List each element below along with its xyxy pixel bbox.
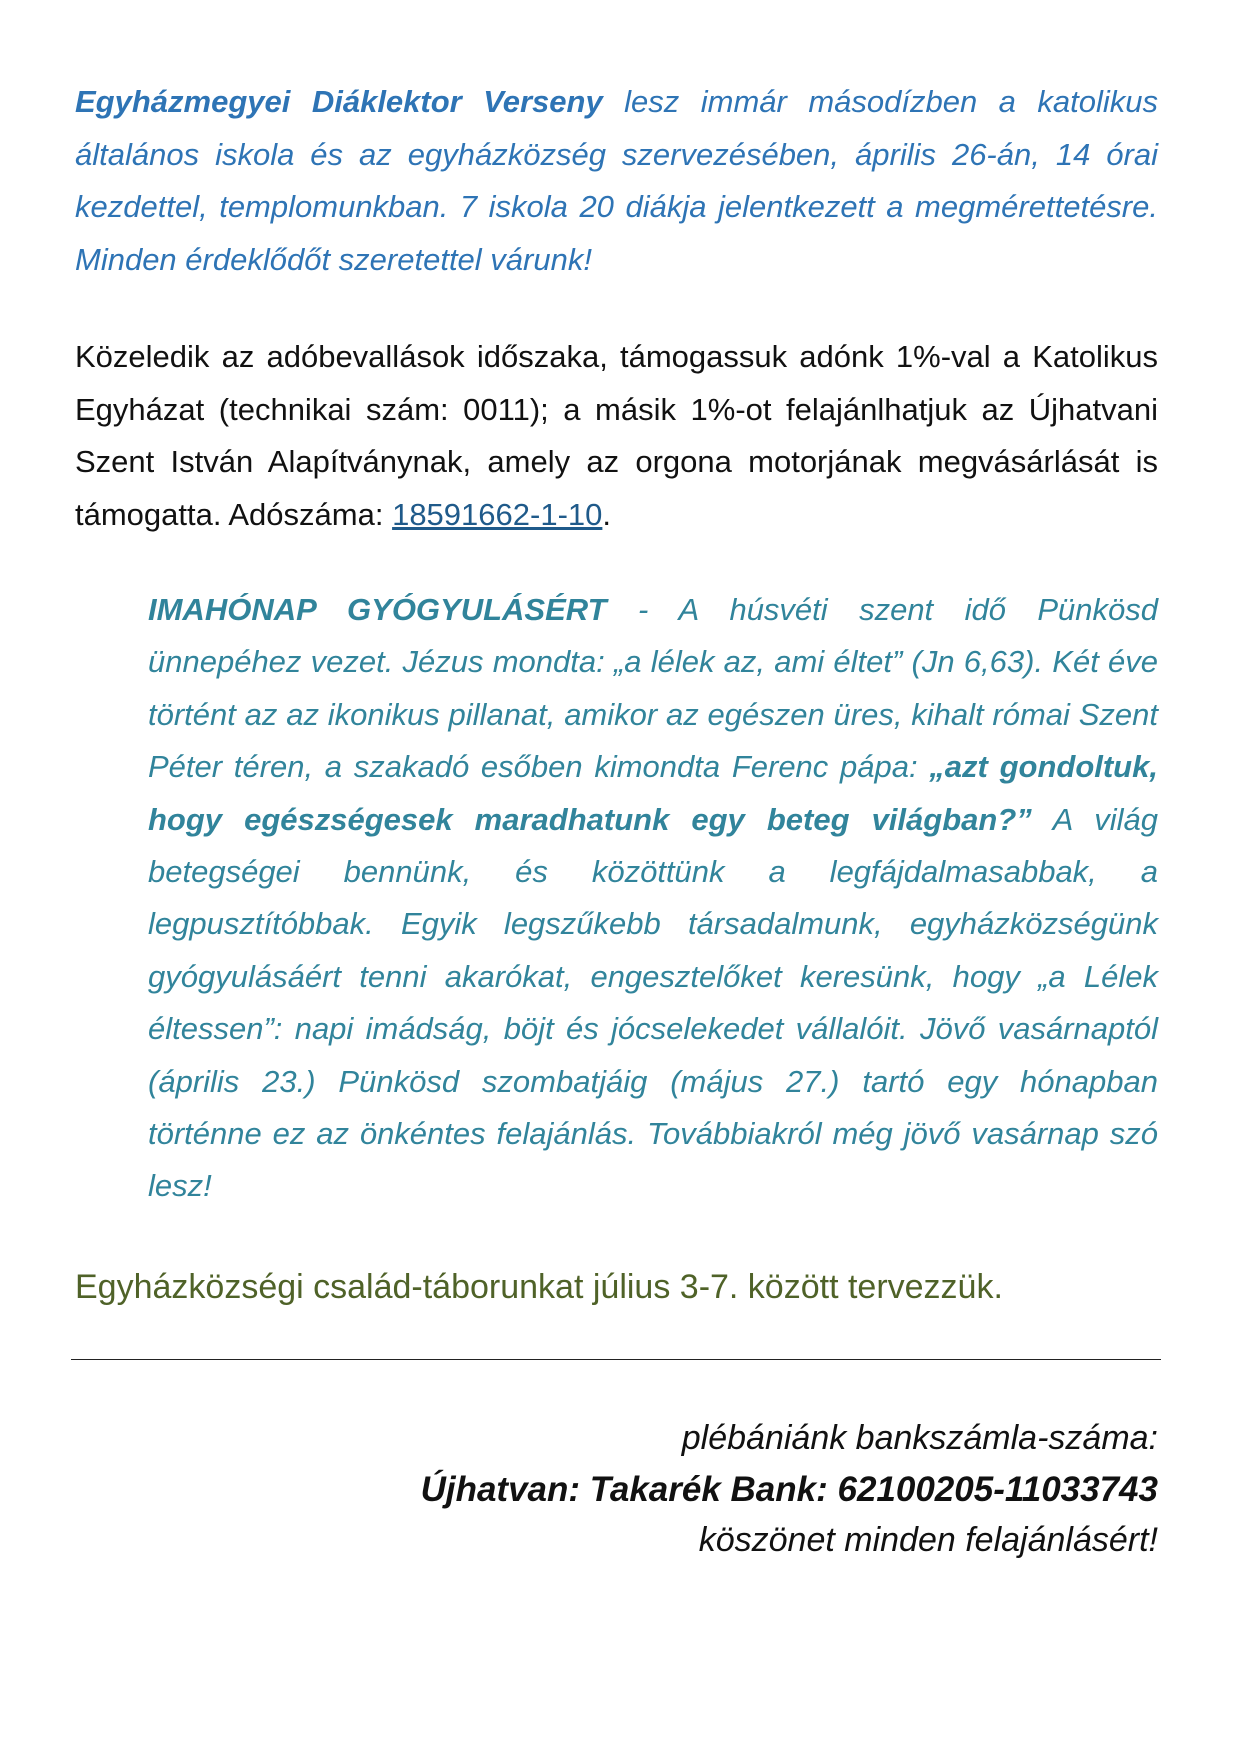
prayer-month-text-b: A világ betegségei bennünk, és közöttünk a legfájdalmasabbak, a legpusztítóbbak. Egyik legszűkebb társadalmunk, egyházközségünk gyógyulásáért tenni akarókat, engesztelőket keresünk, hogy „a Lélek éltessen”: napi imádság, böjt és jócselekedet vállalóit. Jövő vasárnaptól (április 23.) Pünkösd szombatjáig (május 27.) tartó egy hónapban történne ez az önkéntes felajánlás. Továbbiakról még jövő vasárnap szó lesz! xyxy=(148,801,1158,1204)
horizontal-divider xyxy=(71,1359,1161,1360)
thanks-line: köszönet minden felajánlásért! xyxy=(698,1521,1158,1559)
prayer-month-quote: „azt gondoltuk, hogy egészségesek maradhatunk egy beteg világban?” xyxy=(148,749,1158,837)
announcement-tax-donation xyxy=(75,331,1158,541)
diaklektor-text: lesz immár másodízben a katolikus általános iskola és az egyházközség szervezésében, április 26-án, 14 órai kezdettel, templomunkban. 7 iskola 20 diákja jelentkezett a megmérettetésre. Minden érdeklődőt szeretettel várunk! xyxy=(75,84,1158,277)
announcement-family-camp: Egyházközségi család-táborunkat július 3-7. között tervezzük. xyxy=(75,1268,1003,1306)
diaklektor-title: Egyházmegyei Diáklektor Verseny xyxy=(75,84,603,119)
announcement-diaklektor xyxy=(75,76,1158,286)
bank-account-label: plébániánk bankszámla-száma: xyxy=(681,1419,1158,1457)
tax-donation-end: . xyxy=(602,496,611,532)
bank-account-number: Újhatvan: Takarék Bank: 62100205-11033743 xyxy=(420,1470,1158,1509)
tax-number-link[interactable]: 18591662-1-10 xyxy=(392,496,603,532)
tax-donation-text: Közeledik az adóbevallások időszaka, támogassuk adónk 1%-val a Katolikus Egyházat (technikai szám: 0011); a másik 1%-ot felajánlhatjuk az Újhatvani Szent István Alapítványnak, amely az orgona motorjának megvásárlását is támogatta. Adószáma: xyxy=(75,339,1158,532)
prayer-month-text-a: - A húsvéti szent idő Pünkösd ünnepéhez vezet. Jézus mondta: „a lélek az, ami éltet” (Jn 6,63). Két éve történt az az ikonikus pillanat, amikor az egészen üres, kihalt római Szent Péter téren, a szakadó esőben kimondta Ferenc pápa: xyxy=(148,592,1158,785)
announcement-prayer-month xyxy=(148,584,1158,1213)
prayer-month-title: IMAHÓNAP GYÓGYULÁSÉRT xyxy=(148,592,607,627)
bank-account-footer xyxy=(300,1413,1158,1566)
